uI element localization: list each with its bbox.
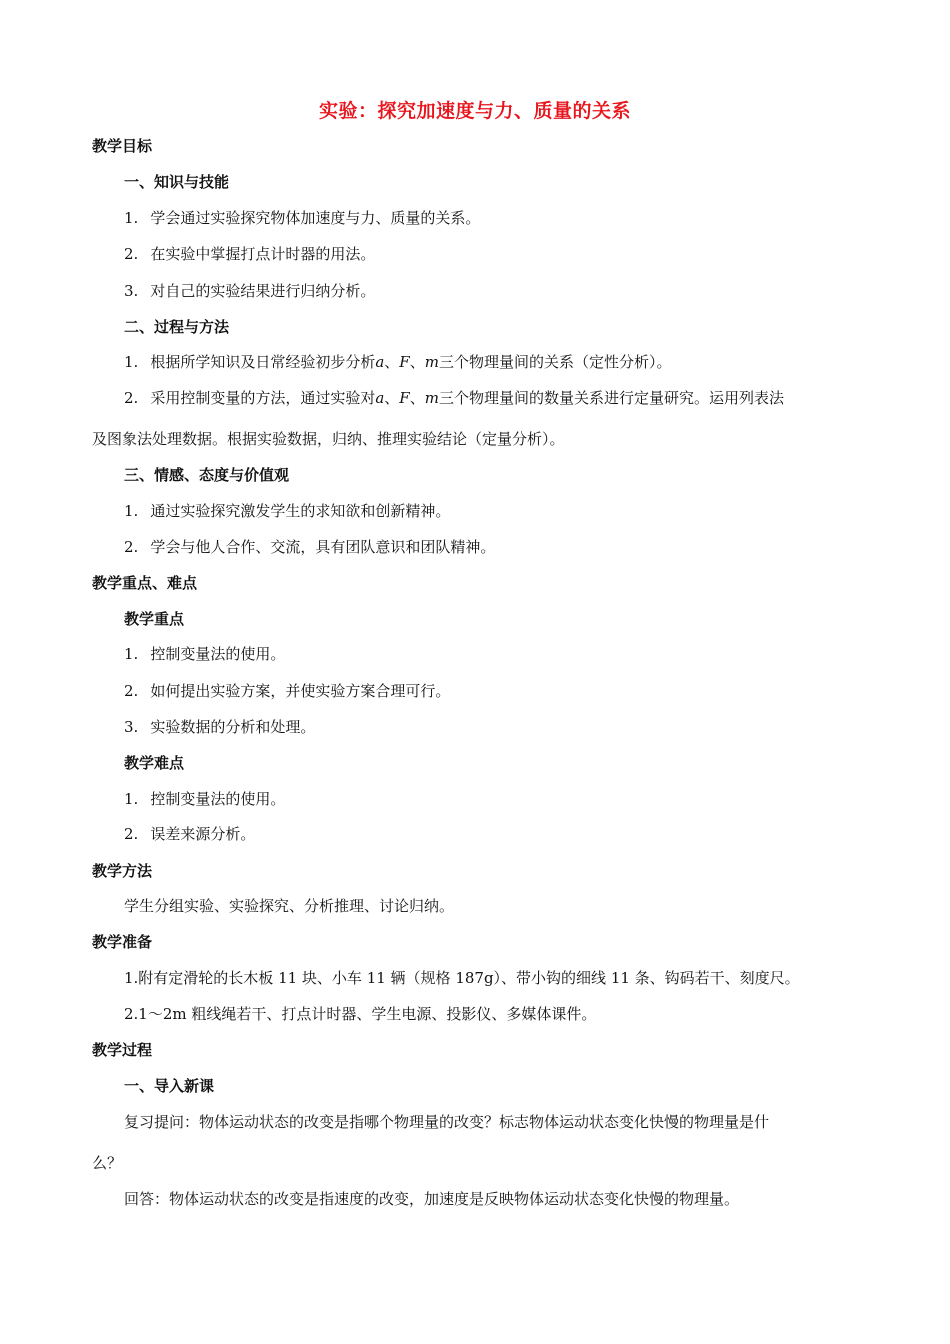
list-item: 1.附有定滑轮的长木板 11 块、小车 11 辆（规格 187g）、带小钩的细线 11 条、钩码若干、刻度尺。 (124, 969, 800, 987)
heading-teaching-goals: 教学目标 (92, 137, 153, 155)
heading-key-difficult-points: 教学重点、难点 (92, 574, 198, 592)
list-item: 1. 通过实验探究激发学生的求知欲和创新精神。 (124, 502, 451, 520)
heading-knowledge-skills: 一、知识与技能 (124, 173, 230, 191)
list-item: 2. 在实验中掌握打点计时器的用法。 (124, 245, 376, 263)
heading-emotion-values: 三、情感、态度与价值观 (124, 466, 290, 484)
paragraph-continuation: 么？ (92, 1154, 123, 1172)
heading-teaching-process: 教学过程 (92, 1041, 153, 1059)
list-item: 1. 学会通过实验探究物体加速度与力、质量的关系。 (124, 209, 481, 227)
paragraph-answer: 回答：物体运动状态的改变是指速度的改变，加速度是反映物体运动状态变化快慢的物理量。 (124, 1190, 740, 1208)
list-item: 1. 根据所学知识及日常经验初步分析a、F、m三个物理量间的关系（定性分析）。 (124, 353, 672, 371)
list-item: 1. 控制变量法的使用。 (124, 790, 286, 808)
paragraph: 学生分组实验、实验探究、分析推理、讨论归纳。 (124, 897, 455, 915)
list-item: 2. 误差来源分析。 (124, 825, 256, 843)
heading-introduction: 一、导入新课 (124, 1077, 215, 1095)
list-item: 3. 对自己的实验结果进行归纳分析。 (124, 282, 376, 300)
heading-teaching-methods: 教学方法 (92, 862, 153, 880)
heading-teaching-preparation: 教学准备 (92, 933, 153, 951)
heading-key-points: 教学重点 (124, 610, 185, 628)
list-item: 2.1～2m 粗线绳若干、打点计时器、学生电源、投影仪、多媒体课件。 (124, 1005, 597, 1023)
list-item: 2. 如何提出实验方案，并使实验方案合理可行。 (124, 682, 451, 700)
heading-difficult-points: 教学难点 (124, 754, 185, 772)
heading-process-methods: 二、过程与方法 (124, 318, 230, 336)
list-item: 1. 控制变量法的使用。 (124, 645, 286, 663)
paragraph-continuation: 及图象法处理数据。根据实验数据，归纳、推理实验结论（定量分析）。 (92, 430, 565, 448)
list-item: 3. 实验数据的分析和处理。 (124, 718, 316, 736)
list-item: 2. 采用控制变量的方法，通过实验对a、F、m三个物理量间的数量关系进行定量研究。运用列表法 (124, 389, 784, 407)
document-title: 实验：探究加速度与力、质量的关系 (318, 100, 631, 122)
list-item: 2. 学会与他人合作、交流，具有团队意识和团队精神。 (124, 538, 496, 556)
paragraph-question: 复习提问：物体运动状态的改变是指哪个物理量的改变？标志物体运动状态变化快慢的物理量是什 (124, 1113, 770, 1131)
